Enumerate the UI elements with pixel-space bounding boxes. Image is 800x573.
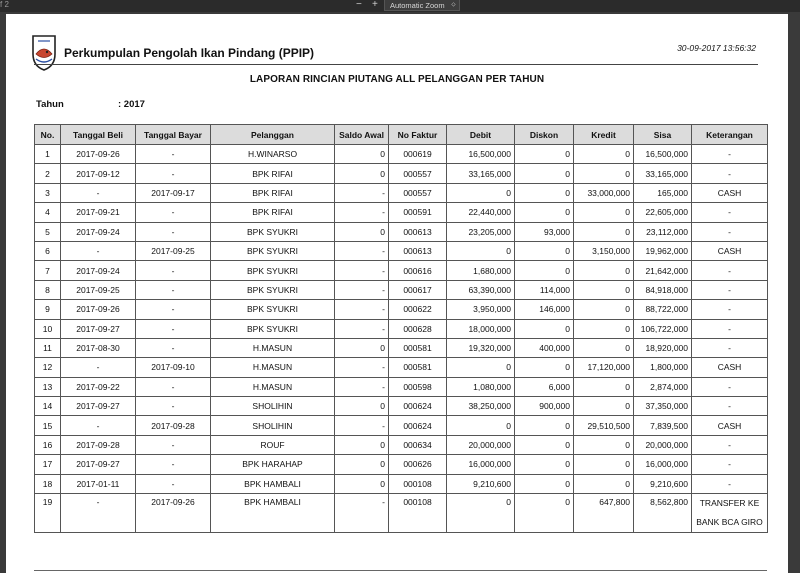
cell-no: 2: [35, 164, 61, 183]
table-row: [35, 358, 768, 377]
column-header: Tanggal Beli: [61, 125, 136, 145]
column-header: Saldo Awal: [335, 125, 389, 145]
cell-tanggal-beli: -: [61, 358, 136, 377]
cell-no: 13: [35, 377, 61, 396]
table-row: [35, 280, 768, 299]
cell-diskon: 0: [515, 494, 574, 533]
cell-keterangan: -: [692, 261, 768, 280]
cell-pelanggan: BPK SYUKRI: [211, 319, 335, 338]
cell-sisa: 165,000: [634, 183, 692, 202]
cell-no-faktur: 000634: [389, 435, 447, 454]
cell-tanggal-bayar: -: [136, 474, 211, 493]
column-header: Keterangan: [692, 125, 768, 145]
cell-saldo-awal: -: [335, 319, 389, 338]
cell-sisa: 1,800,000: [634, 358, 692, 377]
cell-sisa: 7,839,500: [634, 416, 692, 435]
cell-keterangan: -: [692, 164, 768, 183]
cell-sisa: 16,000,000: [634, 455, 692, 474]
cell-pelanggan: BPK RIFAI: [211, 164, 335, 183]
cell-saldo-awal: 0: [335, 455, 389, 474]
cell-no-faktur: 000591: [389, 203, 447, 222]
cell-kredit: 0: [574, 338, 634, 357]
receivables-table: [34, 124, 768, 533]
cell-kredit: 29,510,500: [574, 416, 634, 435]
cell-saldo-awal: -: [335, 280, 389, 299]
cell-kredit: 0: [574, 261, 634, 280]
cell-no: 7: [35, 261, 61, 280]
cell-tanggal-bayar: 2017-09-17: [136, 183, 211, 202]
cell-debit: 0: [447, 416, 515, 435]
cell-no: 15: [35, 416, 61, 435]
cell-pelanggan: SHOLIHIN: [211, 397, 335, 416]
cell-debit: 0: [447, 358, 515, 377]
column-header: Tanggal Bayar: [136, 125, 211, 145]
cell-diskon: 0: [515, 183, 574, 202]
cell-pelanggan: BPK SYUKRI: [211, 241, 335, 260]
cell-tanggal-beli: -: [61, 416, 136, 435]
cell-saldo-awal: -: [335, 183, 389, 202]
cell-debit: 16,000,000: [447, 455, 515, 474]
cell-diskon: 400,000: [515, 338, 574, 357]
print-timestamp: 30-09-2017 13:56:32: [677, 43, 756, 53]
cell-saldo-awal: 0: [335, 145, 389, 164]
cell-pelanggan: BPK HAMBALI: [211, 494, 335, 533]
table-row: [35, 203, 768, 222]
cell-saldo-awal: -: [335, 494, 389, 533]
cell-kredit: 0: [574, 474, 634, 493]
cell-debit: 23,205,000: [447, 222, 515, 241]
cell-debit: 1,680,000: [447, 261, 515, 280]
table-row: [35, 183, 768, 202]
cell-sisa: 8,562,800: [634, 494, 692, 533]
cell-diskon: 900,000: [515, 397, 574, 416]
cell-keterangan: -: [692, 319, 768, 338]
cell-diskon: 0: [515, 261, 574, 280]
cell-keterangan: TRANSFER KE BANK BCA GIRO: [692, 494, 768, 533]
cell-no: 1: [35, 145, 61, 164]
zoom-select-label: Automatic Zoom: [390, 1, 445, 10]
cell-kredit: 0: [574, 455, 634, 474]
cell-tanggal-bayar: -: [136, 319, 211, 338]
report-page: [6, 14, 788, 573]
cell-sisa: 22,605,000: [634, 203, 692, 222]
cell-kredit: 0: [574, 435, 634, 454]
table-row: [35, 494, 768, 533]
table-row: [35, 455, 768, 474]
cell-saldo-awal: -: [335, 416, 389, 435]
cell-kredit: 17,120,000: [574, 358, 634, 377]
cell-tanggal-bayar: 2017-09-26: [136, 494, 211, 533]
table-row: [35, 474, 768, 493]
cell-no: 18: [35, 474, 61, 493]
cell-keterangan: -: [692, 377, 768, 396]
cell-keterangan: -: [692, 203, 768, 222]
cell-tanggal-beli: 2017-09-21: [61, 203, 136, 222]
cell-debit: 22,440,000: [447, 203, 515, 222]
cell-saldo-awal: -: [335, 203, 389, 222]
cell-pelanggan: BPK RIFAI: [211, 183, 335, 202]
cell-debit: 18,000,000: [447, 319, 515, 338]
cell-debit: 63,390,000: [447, 280, 515, 299]
cell-saldo-awal: 0: [335, 338, 389, 357]
cell-diskon: 0: [515, 474, 574, 493]
cell-tanggal-beli: 2017-09-24: [61, 261, 136, 280]
cell-no: 6: [35, 241, 61, 260]
table-row: [35, 397, 768, 416]
cell-saldo-awal: 0: [335, 397, 389, 416]
cell-no-faktur: 000108: [389, 474, 447, 493]
cell-no: 11: [35, 338, 61, 357]
cell-tanggal-bayar: 2017-09-28: [136, 416, 211, 435]
cell-keterangan: -: [692, 474, 768, 493]
cell-pelanggan: BPK SYUKRI: [211, 300, 335, 319]
cell-debit: 1,080,000: [447, 377, 515, 396]
cell-tanggal-bayar: -: [136, 300, 211, 319]
cell-debit: 0: [447, 494, 515, 533]
zoom-out-button[interactable]: −: [356, 0, 362, 10]
cell-keterangan: -: [692, 300, 768, 319]
footer-divider: [34, 570, 767, 571]
cell-no: 16: [35, 435, 61, 454]
cell-keterangan: -: [692, 338, 768, 357]
cell-saldo-awal: 0: [335, 222, 389, 241]
cell-pelanggan: ROUF: [211, 435, 335, 454]
cell-diskon: 0: [515, 203, 574, 222]
cell-debit: 19,320,000: [447, 338, 515, 357]
cell-tanggal-beli: -: [61, 183, 136, 202]
cell-no-faktur: 000628: [389, 319, 447, 338]
table-row: [35, 377, 768, 396]
cell-tanggal-beli: 2017-09-26: [61, 300, 136, 319]
table-row: [35, 241, 768, 260]
cell-tanggal-bayar: 2017-09-25: [136, 241, 211, 260]
column-header: Kredit: [574, 125, 634, 145]
cell-tanggal-beli: 2017-09-25: [61, 280, 136, 299]
cell-tanggal-bayar: -: [136, 435, 211, 454]
cell-pelanggan: H.MASUN: [211, 377, 335, 396]
zoom-select[interactable]: [384, 0, 460, 11]
cell-sisa: 2,874,000: [634, 377, 692, 396]
cell-keterangan: -: [692, 145, 768, 164]
cell-no-faktur: 000619: [389, 145, 447, 164]
ppip-logo-icon: [30, 32, 58, 72]
cell-saldo-awal: -: [335, 241, 389, 260]
cell-tanggal-beli: -: [61, 241, 136, 260]
cell-pelanggan: H.WINARSO: [211, 145, 335, 164]
cell-no-faktur: 000613: [389, 222, 447, 241]
cell-saldo-awal: 0: [335, 164, 389, 183]
page-indicator: f 2: [0, 0, 9, 9]
table-row: [35, 300, 768, 319]
cell-tanggal-beli: 2017-09-27: [61, 319, 136, 338]
cell-saldo-awal: 0: [335, 435, 389, 454]
cell-tanggal-beli: 2017-09-28: [61, 435, 136, 454]
cell-tanggal-bayar: -: [136, 397, 211, 416]
table-row: [35, 222, 768, 241]
cell-tanggal-bayar: -: [136, 203, 211, 222]
cell-tanggal-beli: 2017-09-12: [61, 164, 136, 183]
cell-pelanggan: BPK RIFAI: [211, 203, 335, 222]
cell-keterangan: CASH: [692, 183, 768, 202]
cell-pelanggan: BPK HARAHAP: [211, 455, 335, 474]
cell-no-faktur: 000622: [389, 300, 447, 319]
cell-tanggal-beli: 2017-09-27: [61, 455, 136, 474]
zoom-in-button[interactable]: +: [372, 0, 378, 10]
cell-diskon: 6,000: [515, 377, 574, 396]
table-row: [35, 145, 768, 164]
cell-keterangan: -: [692, 435, 768, 454]
cell-kredit: 0: [574, 164, 634, 183]
year-label: Tahun: [36, 99, 64, 110]
cell-diskon: 0: [515, 455, 574, 474]
cell-debit: 9,210,600: [447, 474, 515, 493]
cell-debit: 16,500,000: [447, 145, 515, 164]
cell-no-faktur: 000624: [389, 416, 447, 435]
cell-keterangan: -: [692, 455, 768, 474]
cell-kredit: 647,800: [574, 494, 634, 533]
cell-keterangan: -: [692, 280, 768, 299]
column-header: Pelanggan: [211, 125, 335, 145]
cell-no: 3: [35, 183, 61, 202]
cell-no-faktur: 000616: [389, 261, 447, 280]
cell-no-faktur: 000626: [389, 455, 447, 474]
cell-diskon: 0: [515, 358, 574, 377]
cell-debit: 0: [447, 183, 515, 202]
cell-tanggal-beli: 2017-09-26: [61, 145, 136, 164]
cell-no: 12: [35, 358, 61, 377]
table-row: [35, 261, 768, 280]
report-title: LAPORAN RINCIAN PIUTANG ALL PELANGGAN PER TAHUN: [249, 74, 545, 85]
table-header-row: [35, 125, 768, 145]
cell-no: 8: [35, 280, 61, 299]
cell-sisa: 23,112,000: [634, 222, 692, 241]
cell-no: 14: [35, 397, 61, 416]
cell-kredit: 0: [574, 222, 634, 241]
table-row: [35, 319, 768, 338]
cell-sisa: 88,722,000: [634, 300, 692, 319]
cell-kredit: 0: [574, 377, 634, 396]
company-name: Perkumpulan Pengolah Ikan Pindang (PPIP): [64, 46, 315, 60]
cell-no: 9: [35, 300, 61, 319]
cell-debit: 38,250,000: [447, 397, 515, 416]
table-row: [35, 338, 768, 357]
cell-tanggal-beli: 2017-09-27: [61, 397, 136, 416]
cell-keterangan: -: [692, 397, 768, 416]
column-header: Diskon: [515, 125, 574, 145]
cell-pelanggan: BPK HAMBALI: [211, 474, 335, 493]
cell-debit: 33,165,000: [447, 164, 515, 183]
cell-sisa: 106,722,000: [634, 319, 692, 338]
cell-tanggal-bayar: -: [136, 261, 211, 280]
table-row: [35, 435, 768, 454]
cell-pelanggan: H.MASUN: [211, 358, 335, 377]
cell-sisa: 84,918,000: [634, 280, 692, 299]
cell-no-faktur: 000617: [389, 280, 447, 299]
cell-tanggal-bayar: -: [136, 377, 211, 396]
cell-tanggal-beli: 2017-09-22: [61, 377, 136, 396]
cell-no-faktur: 000108: [389, 494, 447, 533]
cell-saldo-awal: -: [335, 261, 389, 280]
cell-sisa: 21,642,000: [634, 261, 692, 280]
cell-keterangan: CASH: [692, 358, 768, 377]
cell-tanggal-bayar: -: [136, 455, 211, 474]
cell-sisa: 33,165,000: [634, 164, 692, 183]
cell-no: 4: [35, 203, 61, 222]
cell-tanggal-bayar: -: [136, 222, 211, 241]
cell-diskon: 0: [515, 164, 574, 183]
cell-no-faktur: 000581: [389, 358, 447, 377]
cell-no: 19: [35, 494, 61, 533]
cell-keterangan: CASH: [692, 241, 768, 260]
cell-diskon: 146,000: [515, 300, 574, 319]
cell-sisa: 19,962,000: [634, 241, 692, 260]
cell-saldo-awal: -: [335, 377, 389, 396]
cell-debit: 20,000,000: [447, 435, 515, 454]
cell-sisa: 18,920,000: [634, 338, 692, 357]
cell-no: 5: [35, 222, 61, 241]
cell-tanggal-beli: 2017-01-11: [61, 474, 136, 493]
cell-saldo-awal: -: [335, 358, 389, 377]
cell-diskon: 114,000: [515, 280, 574, 299]
cell-pelanggan: H.MASUN: [211, 338, 335, 357]
cell-no-faktur: 000624: [389, 397, 447, 416]
cell-keterangan: -: [692, 222, 768, 241]
cell-diskon: 0: [515, 241, 574, 260]
cell-diskon: 0: [515, 145, 574, 164]
cell-diskon: 93,000: [515, 222, 574, 241]
cell-kredit: 0: [574, 319, 634, 338]
cell-sisa: 9,210,600: [634, 474, 692, 493]
cell-tanggal-bayar: 2017-09-10: [136, 358, 211, 377]
cell-kredit: 0: [574, 203, 634, 222]
column-header: Sisa: [634, 125, 692, 145]
cell-kredit: 0: [574, 145, 634, 164]
cell-keterangan: CASH: [692, 416, 768, 435]
header-divider: [34, 64, 758, 65]
cell-diskon: 0: [515, 319, 574, 338]
pdf-viewer-toolbar: [0, 0, 800, 12]
cell-tanggal-bayar: -: [136, 164, 211, 183]
cell-no: 17: [35, 455, 61, 474]
cell-diskon: 0: [515, 416, 574, 435]
cell-debit: 3,950,000: [447, 300, 515, 319]
column-header: Debit: [447, 125, 515, 145]
column-header: No Faktur: [389, 125, 447, 145]
cell-kredit: 0: [574, 280, 634, 299]
column-header: No.: [35, 125, 61, 145]
cell-no-faktur: 000581: [389, 338, 447, 357]
cell-tanggal-beli: 2017-08-30: [61, 338, 136, 357]
cell-sisa: 20,000,000: [634, 435, 692, 454]
chevron-down-icon: ⬦: [451, 2, 456, 8]
cell-no-faktur: 000557: [389, 164, 447, 183]
cell-tanggal-bayar: -: [136, 145, 211, 164]
cell-no-faktur: 000613: [389, 241, 447, 260]
year-value: : 2017: [118, 99, 145, 110]
cell-pelanggan: BPK SYUKRI: [211, 222, 335, 241]
cell-tanggal-beli: 2017-09-24: [61, 222, 136, 241]
cell-no-faktur: 000557: [389, 183, 447, 202]
cell-tanggal-bayar: -: [136, 338, 211, 357]
cell-diskon: 0: [515, 435, 574, 454]
cell-saldo-awal: -: [335, 300, 389, 319]
cell-kredit: 0: [574, 300, 634, 319]
table-row: [35, 416, 768, 435]
cell-no: 10: [35, 319, 61, 338]
cell-sisa: 16,500,000: [634, 145, 692, 164]
cell-no-faktur: 000598: [389, 377, 447, 396]
cell-pelanggan: SHOLIHIN: [211, 416, 335, 435]
cell-pelanggan: BPK SYUKRI: [211, 261, 335, 280]
cell-sisa: 37,350,000: [634, 397, 692, 416]
cell-kredit: 3,150,000: [574, 241, 634, 260]
cell-tanggal-beli: -: [61, 494, 136, 533]
cell-tanggal-bayar: -: [136, 280, 211, 299]
cell-kredit: 33,000,000: [574, 183, 634, 202]
table-row: [35, 164, 768, 183]
cell-debit: 0: [447, 241, 515, 260]
cell-saldo-awal: 0: [335, 474, 389, 493]
cell-pelanggan: BPK SYUKRI: [211, 280, 335, 299]
cell-kredit: 0: [574, 397, 634, 416]
